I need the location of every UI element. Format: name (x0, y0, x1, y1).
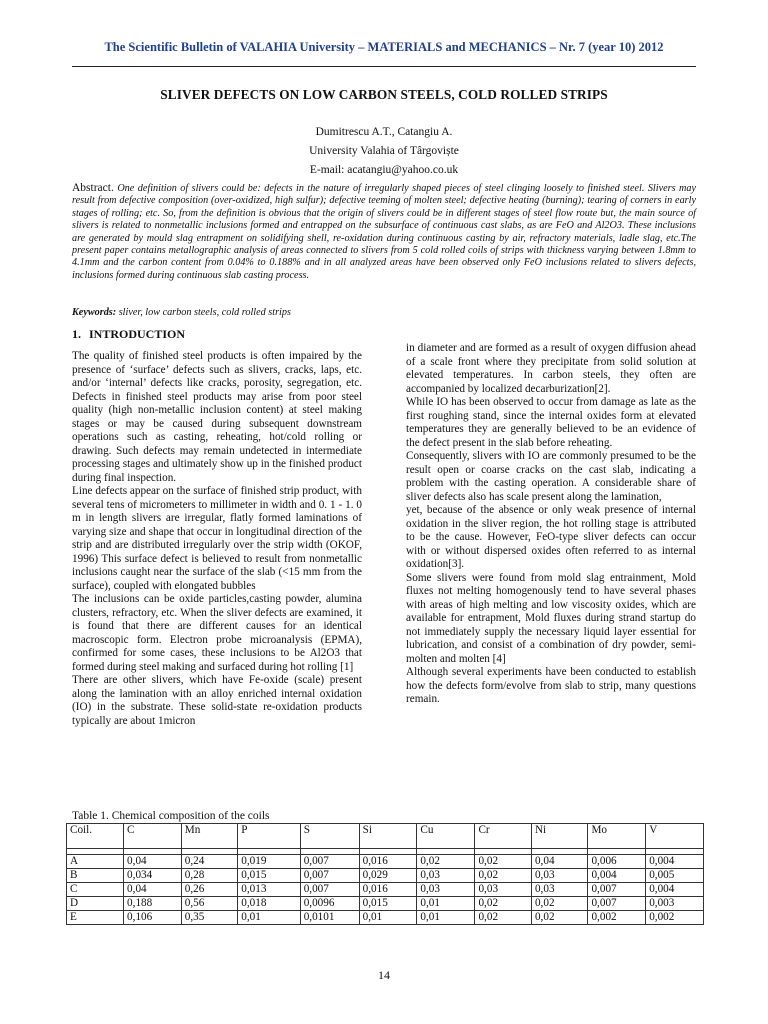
table-row (67, 897, 704, 911)
table-cell: 0,26 (181, 883, 238, 897)
journal-header: The Scientific Bulletin of VALAHIA University – MATERIALS and MECHANICS – Nr. 7 (year 10) 2012 (104, 40, 664, 54)
table-cell: 0,016 (359, 883, 417, 897)
table-row (67, 855, 704, 869)
paragraph: in diameter and are formed as a result of oxygen diffusion ahead of a scale front where they precipitate from solid solution at elevated temperatures. In carbon steels, they often are accompanied by localized decarburization[2]. (406, 342, 696, 395)
paragraph: Although several experiments have been conducted to establish how the defects form/evolve from slab to strip, many questions remain. (406, 666, 696, 705)
table-cell: 0,004 (646, 855, 704, 869)
keywords-text: sliver, low carbon steels, cold rolled strips (118, 307, 291, 318)
table-cell: 0,015 (359, 897, 417, 911)
paragraph: Consequently, slivers with IO are commonly presumed to be the result open or coarse cracks on the cast slab, indicating a problem with the casting operation. A considerable share of sliver defects also has scale present along the lamination, (406, 450, 696, 503)
paragraph: The quality of finished steel products is often impaired by the presence of ‘surface’ defects such as slivers, cracks, laps, etc. and/or ‘internal’ defects like cracks, porosity, segregation, etc. Defects in finished steel products may arise from poor steel quality (high non-metallic inclusion content) at steel making stages or may be caused during subsequent downstream operations such as casting, reheating, hot/cold rolling or drawing. Such defects may remain undetected in intermediate processing stages and ultimately show up in the finished product during final inspection. (72, 350, 362, 484)
table-cell: 0,02 (531, 911, 588, 925)
paragraph: yet, because of the absence or only weak presence of internal oxidation in the sliver region, the hot rolling stage is attributed to be the cause. However, FeO-type sliver defects can occur with or without dispersed oxides often referred to as internal oxidation[3]. (406, 504, 696, 570)
table-cell: 0,04 (531, 855, 588, 869)
table-cell: 0,01 (238, 911, 300, 925)
table-cell: E (67, 911, 124, 925)
author-block (60, 123, 708, 180)
paper-title: SLIVER DEFECTS ON LOW CARBON STEELS, COLD ROLLED STRIPS (160, 87, 608, 102)
table-cell: 0,013 (238, 883, 300, 897)
table-cell: 0,018 (238, 897, 300, 911)
section-number: 1. (72, 327, 81, 341)
left-column (72, 350, 362, 728)
section-title: INTRODUCTION (89, 327, 186, 341)
table-header-cell: Cr (475, 824, 532, 849)
table-cell: 0,02 (475, 869, 532, 883)
table-cell: 0,02 (531, 897, 588, 911)
composition-table (66, 823, 704, 925)
table-cell: 0,03 (475, 883, 532, 897)
table-cell: 0,019 (238, 855, 300, 869)
table-cell: 0,034 (124, 869, 182, 883)
table-header-cell: Mn (181, 824, 238, 849)
table-header-cell: P (238, 824, 300, 849)
table-cell: 0,029 (359, 869, 417, 883)
table-cell: 0,03 (417, 869, 475, 883)
authors: Dumitrescu A.T., Catangiu A. (315, 126, 453, 138)
table-cell: 0,005 (646, 869, 704, 883)
keywords (72, 307, 696, 318)
table-cell: 0,016 (359, 855, 417, 869)
table-cell: 0,007 (300, 855, 359, 869)
table-cell: 0,02 (475, 897, 532, 911)
table-cell: 0,007 (588, 883, 646, 897)
table-cell: 0,02 (475, 911, 532, 925)
table-row (67, 883, 704, 897)
abstract-text: One definition of slivers could be: defects in the nature of irregularly shaped pieces of steel clinging loosely to finished steel. Slivers may result from defective composition (over-oxidized, high sulfur); defective teeming of molten steel; defective heating (burning); tearing of corners in early stages of rolling; etc. So, from the definition is obvious that the origin of slivers could be in different stages of steel flow route but, the main source of slivers is related to nonmetallic inclusions formed and entrapped on the subsurface of continuous cast slabs, as are FeO and Al2O3. These inclusions are generated by mould slag entrapment on solidifying shell, re-oxidation during continuous casting by air, refractory materials, ladle slag, etc.The present paper contains metallographic analysis of areas connected to slivers from 5 cold rolled coils of strips with thickness varying between 1.8mm to 4.1mm and the carbon content from 0.04% to 0.188% and in all analyzed areas have been observed only FeO inclusions related to slivers defects, inclusions formed during continuous slab casting process. (72, 183, 696, 281)
table-cell: 0,007 (588, 897, 646, 911)
table-header-cell: V (646, 824, 704, 849)
table-cell: 0,56 (181, 897, 238, 911)
table-cell: 0,003 (646, 897, 704, 911)
table-cell: 0,0096 (300, 897, 359, 911)
table-cell: 0,01 (417, 911, 475, 925)
table-header-cell: Cu (417, 824, 475, 849)
table-cell: 0,015 (238, 869, 300, 883)
table-header-cell: Mo (588, 824, 646, 849)
table-cell: 0,01 (417, 897, 475, 911)
table-cell: 0,002 (646, 911, 704, 925)
paragraph: There are other slivers, which have Fe-oxide (scale) present along the lamination with an alloy enriched internal oxidation (IO) in the substrate. These solid-state re-oxidation products typically are about 1micron (72, 674, 362, 727)
paragraph: The inclusions can be oxide particles,casting powder, alumina clusters, refractory, etc. When the sliver defects are examined, it is found that there are different causes for an identical macroscopic form. Electron probe microanalysis (EPMA), confirmed for some cases, these inclusions to be Al2O3 that formed during steel making and surfaced during hot rolling [1] (72, 593, 362, 673)
right-column (406, 342, 696, 707)
table-header-cell: C (124, 824, 182, 849)
table-cell: 0,28 (181, 869, 238, 883)
paragraph: Some slivers were found from mold slag entrainment, Mold fluxes not melting homogenously tend to have several phases with areas of high melting and low viscosity oxides, which are available for entrapment, Mold fluxes during strand startup do not immediately supply the necessary liquid layer essential for lubrication, and consist of a combination of dry powder, semi-molten and molten [4] (406, 571, 696, 665)
table-header-cell: S (300, 824, 359, 849)
table-cell: 0,006 (588, 855, 646, 869)
table-cell: 0,03 (531, 869, 588, 883)
table-cell: 0,007 (300, 869, 359, 883)
abstract (72, 182, 696, 282)
section-heading (72, 327, 193, 342)
page-number: 14 (378, 968, 390, 982)
abstract-label: Abstract. (72, 182, 114, 194)
table-cell: 0,04 (124, 883, 182, 897)
table-header-cell: Si (359, 824, 417, 849)
table-cell: 0,24 (181, 855, 238, 869)
table-row (67, 869, 704, 883)
table-header-cell: Coil. (67, 824, 124, 849)
table-caption: Table 1. Chemical composition of the coils (72, 810, 270, 822)
table-cell: 0,002 (588, 911, 646, 925)
table-cell: 0,04 (124, 855, 182, 869)
table-cell: 0,188 (124, 897, 182, 911)
paragraph: Line defects appear on the surface of finished strip product, with several tens of micrometers to millimeter in width and 0. 1 - 1. 0 m in length slivers are irregular, flatly formed laminations of varying size and shape that occur in longitudinal direction of the strip and are distributed irregularly over the strip width (OKOF, 1996) This surface defect is believed to result from nonmetallic inclusions caught near the surface of the slab (<15 mm from the surface), coupled with elongated bubbles (72, 485, 362, 592)
header-rule (72, 66, 696, 67)
affiliation: University Valahia of Târgoviște (309, 145, 459, 157)
table-cell: 0,106 (124, 911, 182, 925)
table-row (67, 911, 704, 925)
email: E-mail: acatangiu@yahoo.co.uk (309, 164, 459, 176)
table-cell: 0,35 (181, 911, 238, 925)
table-cell: 0,007 (300, 883, 359, 897)
table-cell: 0,02 (475, 855, 532, 869)
table-cell: C (67, 883, 124, 897)
table-cell: 0,004 (646, 883, 704, 897)
table-cell: A (67, 855, 124, 869)
table-cell: 0,03 (417, 883, 475, 897)
table-cell: 0,004 (588, 869, 646, 883)
paragraph: While IO has been observed to occur from damage as late as the first roughing stand, since the internal oxides form at elevated temperatures they are generally believed to be an evidence of the defect present in the slab before reheating. (406, 396, 696, 449)
table-header-row (67, 824, 704, 849)
table-cell: 0,03 (531, 883, 588, 897)
table-header-cell: Ni (531, 824, 588, 849)
table-cell: D (67, 897, 124, 911)
table-cell: 0,01 (359, 911, 417, 925)
table-cell: 0,0101 (300, 911, 359, 925)
keywords-label: Keywords: (72, 307, 117, 318)
table-cell: B (67, 869, 124, 883)
table-cell: 0,02 (417, 855, 475, 869)
